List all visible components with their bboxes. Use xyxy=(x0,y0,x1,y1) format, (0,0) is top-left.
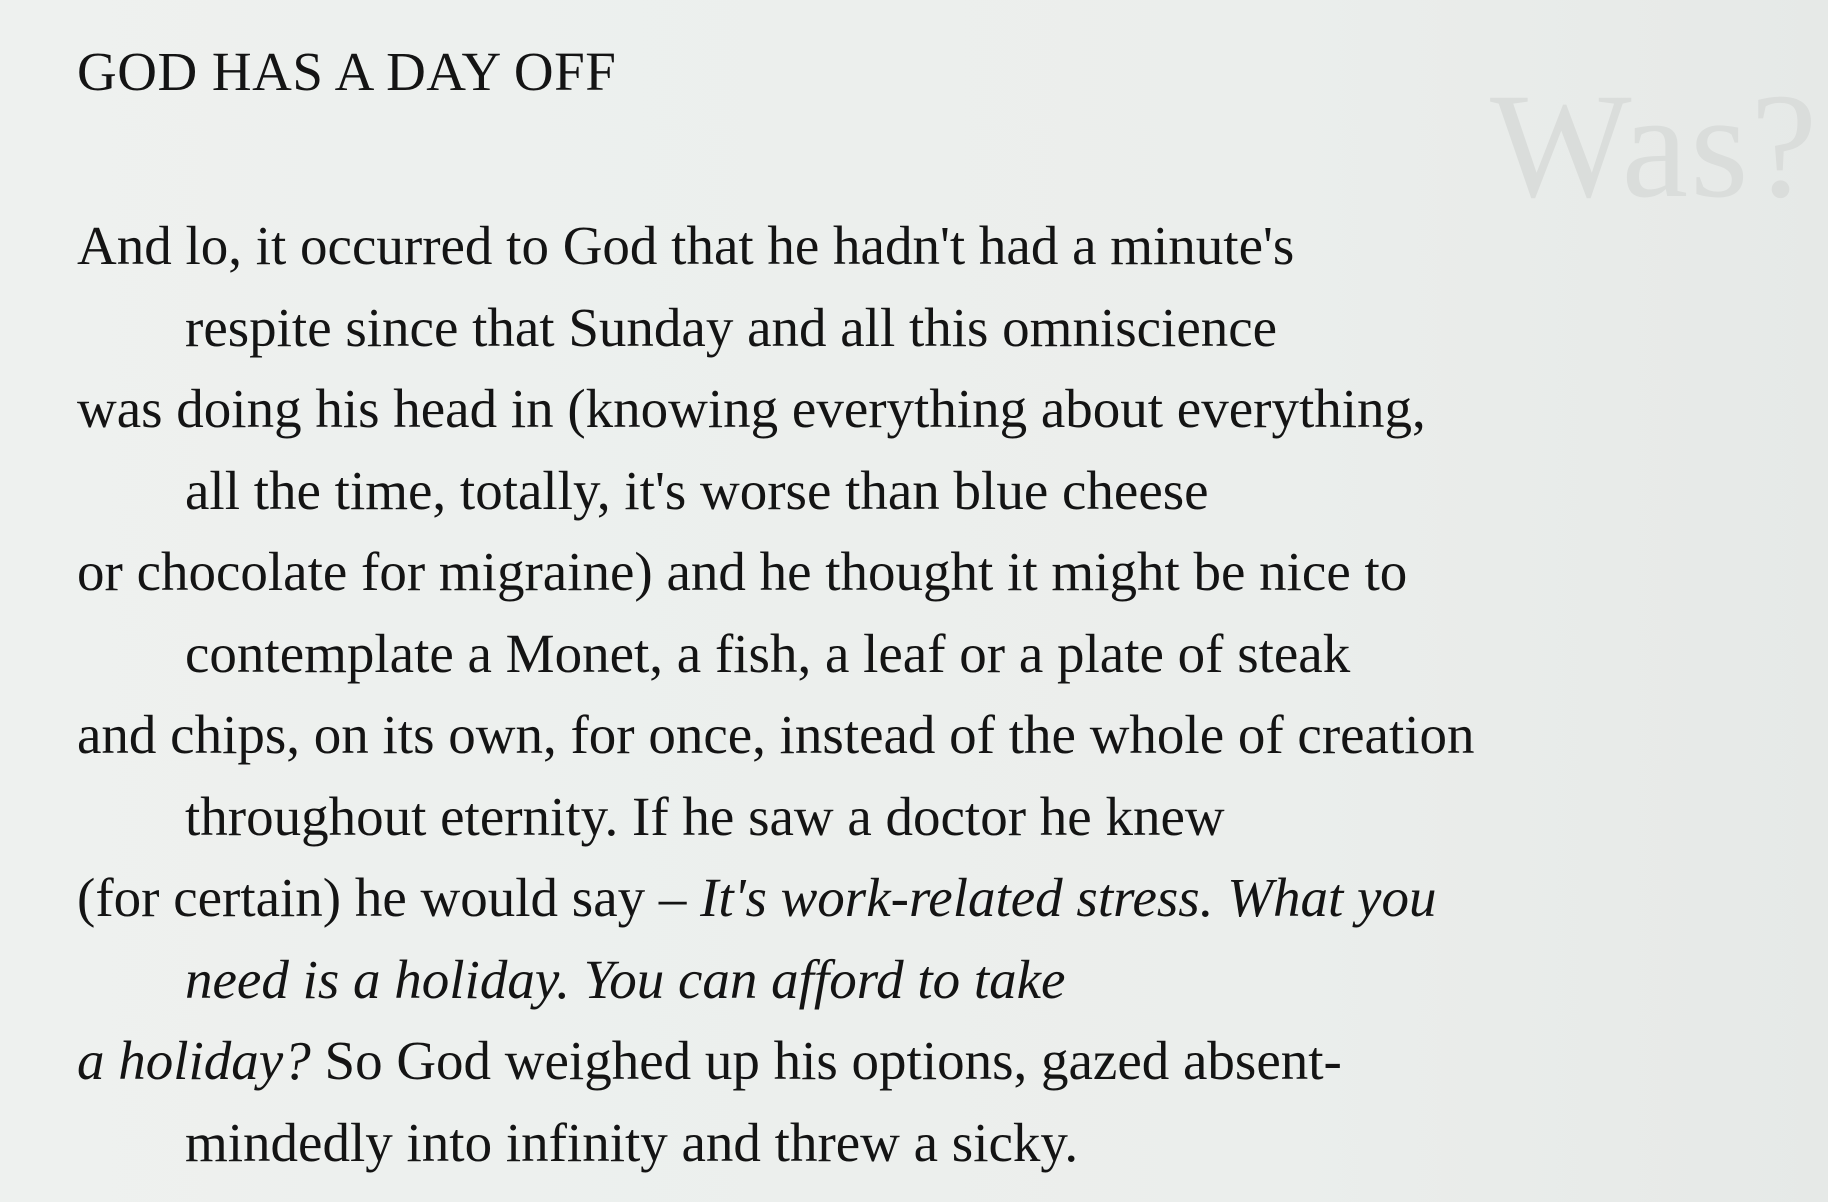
bleed-through-text: Was? xyxy=(1490,63,1820,229)
poem-line xyxy=(77,287,1817,369)
poem-line xyxy=(77,450,1817,532)
poem-line xyxy=(77,1102,1817,1184)
poem-line xyxy=(77,857,1817,939)
poem-line xyxy=(77,939,1817,1021)
poem-title: GOD HAS A DAY OFF xyxy=(77,41,617,102)
line-italic-text: It's work-related stress. What you xyxy=(700,867,1437,928)
poem-line xyxy=(77,776,1817,858)
line-text: respite since that Sunday and all this omniscience xyxy=(185,296,1278,358)
poem-body xyxy=(77,205,1817,1183)
line-text: So God weighed up his options, gazed absent- xyxy=(310,1030,1342,1091)
poem-line xyxy=(77,613,1817,695)
line-text: contemplate a Monet, a fish, a leaf or a plate of steak xyxy=(185,622,1351,684)
poem-line xyxy=(77,531,1817,613)
poem-line xyxy=(77,368,1817,450)
line-text: mindedly into infinity and threw a sicky. xyxy=(185,1111,1079,1173)
poem-line xyxy=(77,694,1817,776)
line-italic-text: a holiday? xyxy=(77,1030,311,1091)
line-text: was doing his head in (knowing everything about everything, xyxy=(77,378,1426,439)
line-text: and chips, on its own, for once, instead of the whole of creation xyxy=(77,704,1475,765)
line-text: all the time, totally, it's worse than blue cheese xyxy=(185,459,1209,521)
poem-line xyxy=(77,205,1817,287)
poem-line xyxy=(77,1020,1817,1102)
line-text: or chocolate for migraine) and he thought it might be nice to xyxy=(77,541,1408,602)
line-text: throughout eternity. If he saw a doctor he knew xyxy=(185,785,1225,847)
line-text: And lo, it occurred to God that he hadn't had a minute's xyxy=(77,215,1295,276)
line-italic-text: need is a holiday. You can afford to take xyxy=(185,948,1066,1010)
line-text: (for certain) he would say – xyxy=(77,867,701,928)
